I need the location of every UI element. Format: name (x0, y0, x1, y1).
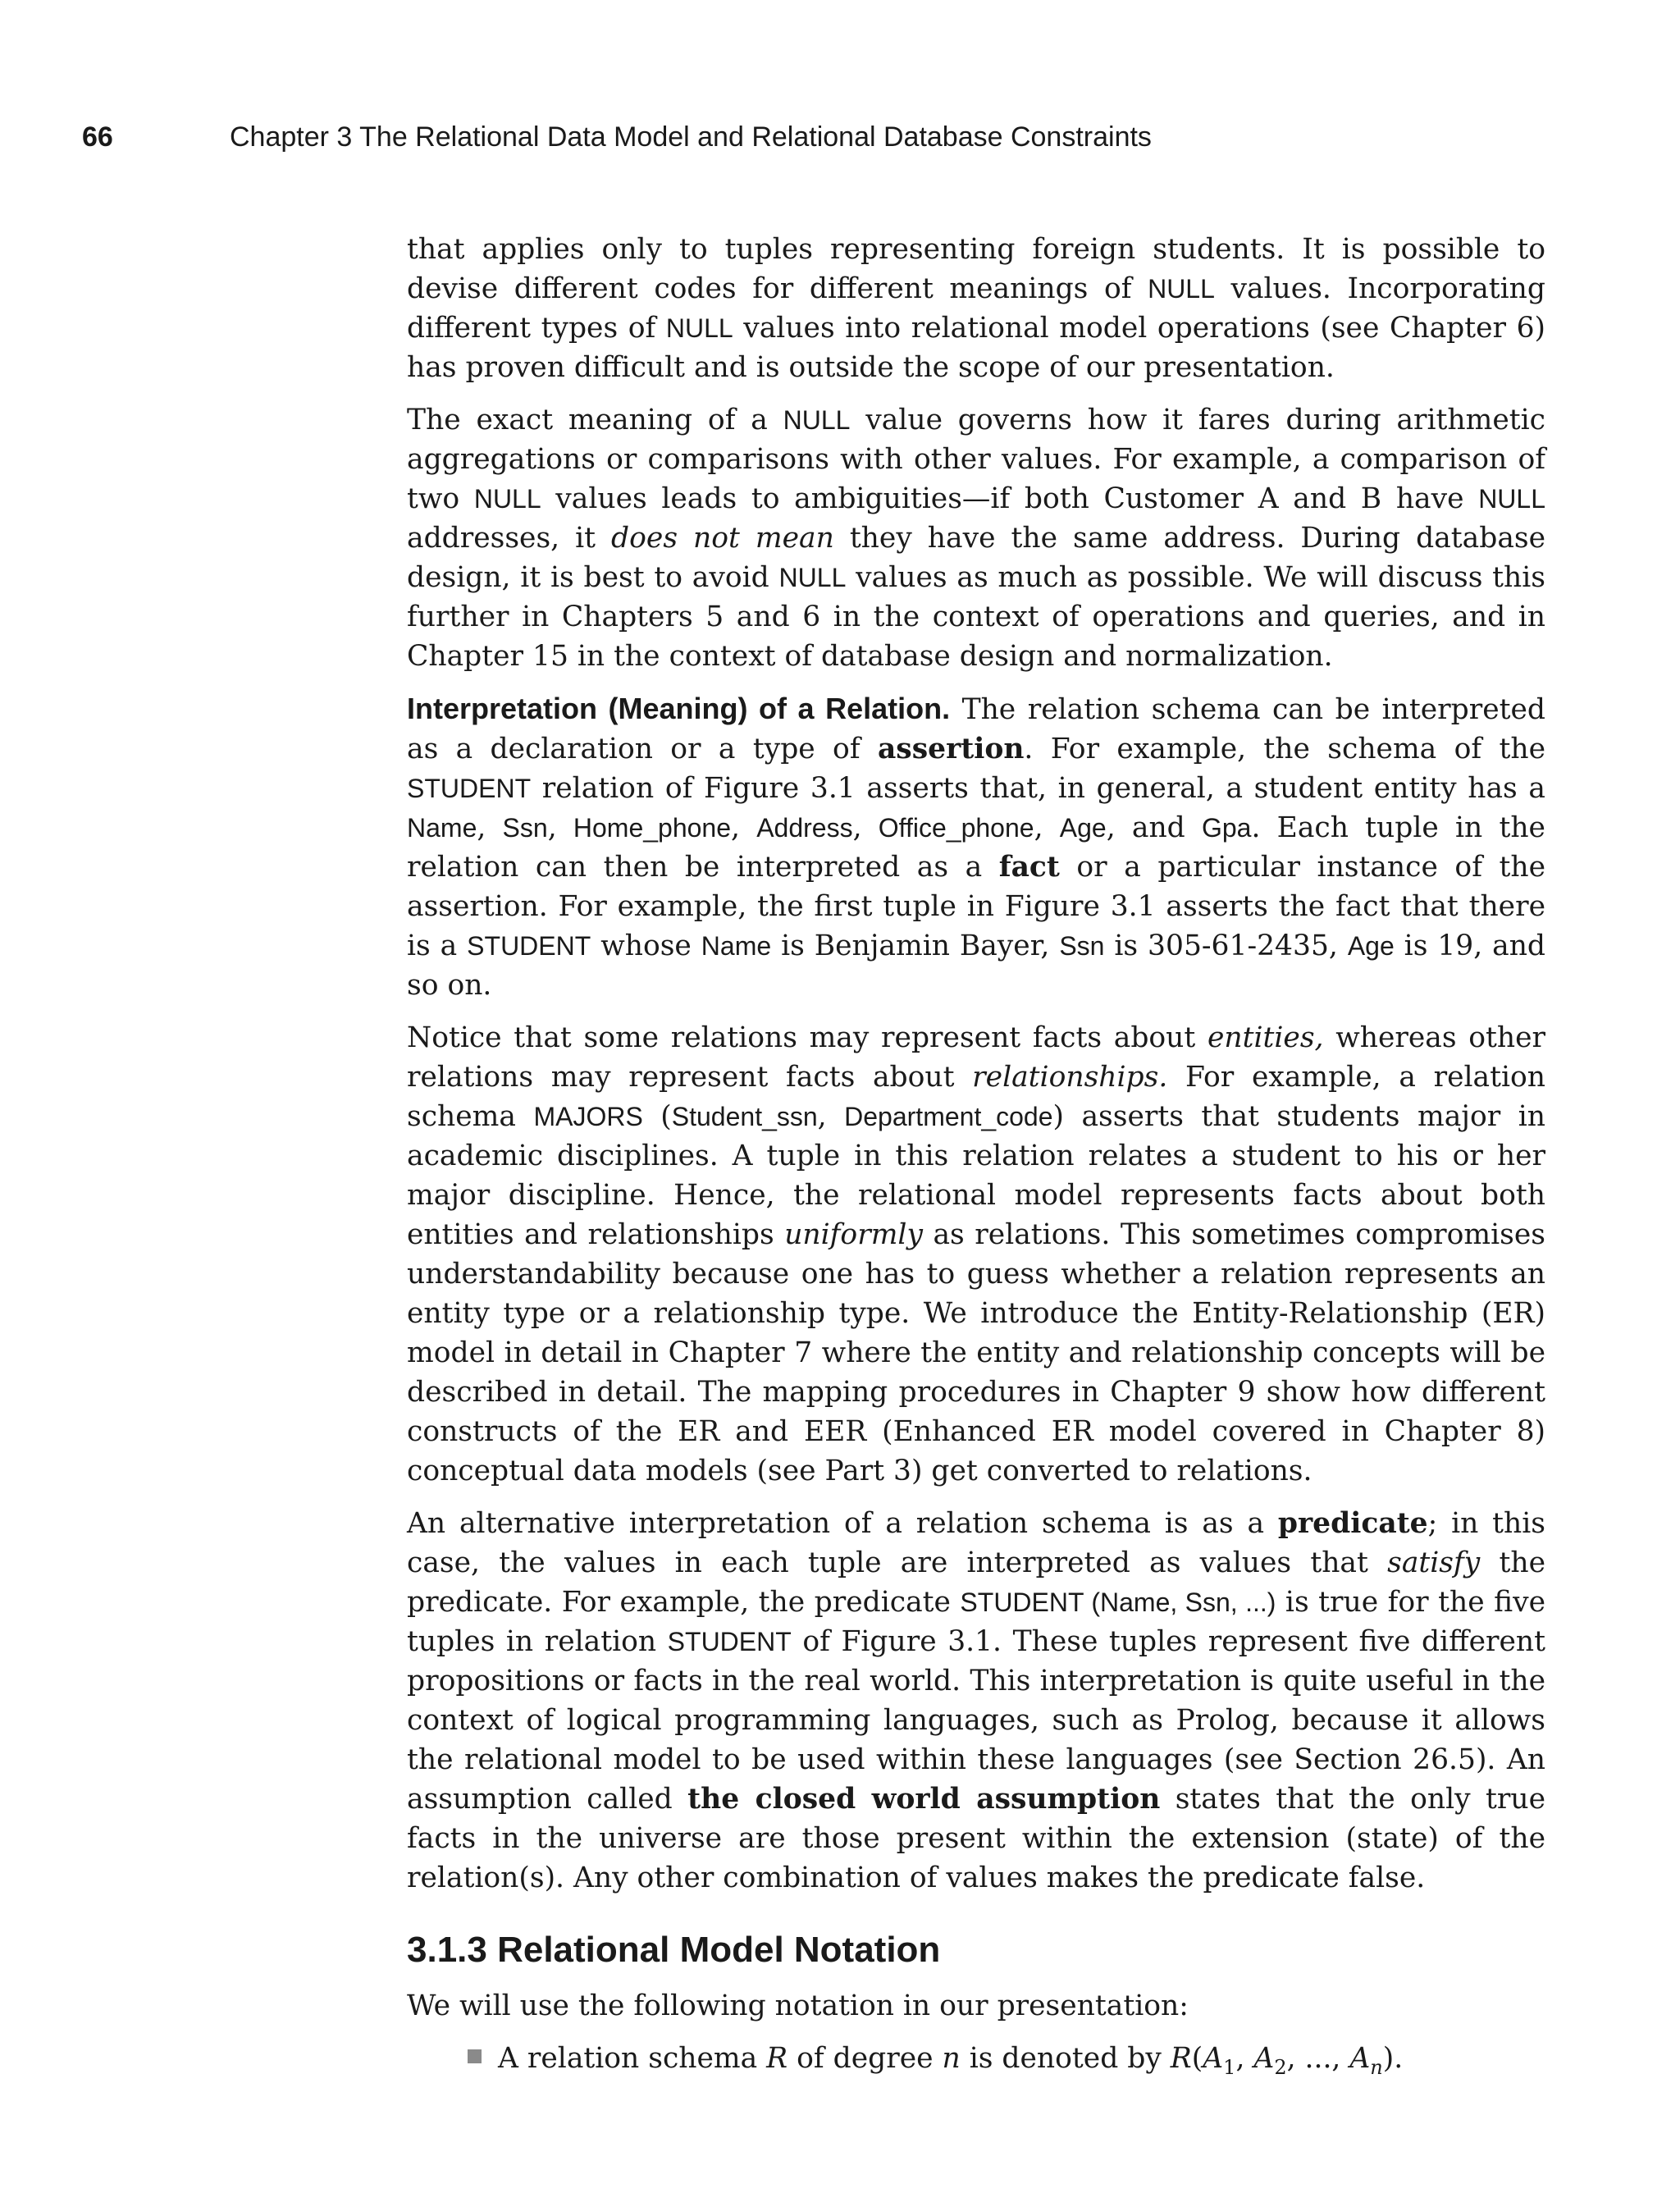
code-null: NULL (778, 563, 847, 592)
paragraph-entities-relationships: Notice that some relations may represent facts about entities, whereas other relations may represent facts about relationships. For example, a relation schema MAJORS (Student_ssn, Department_code) asserts that students major in academic disciplines. A tuple in this relation relates a student to his or her major discipline. Hence, the relational model represents facts about both entities and relationships uniformly as relations. This sometimes compromises understandability because one has to guess whether a relation represents an entity type or a relationship type. We introduce the Entity-Relationship (ER) model in detail in Chapter 7 where the entity and relationship concepts will be described in detail. The mapping procedures in Chapter 9 show how different constructs of the ER and EER (Enhanced ER model covered in Chapter 8) conceptual data models (see Part 3) get converted to relations. (407, 1021, 1546, 1487)
paragraph-notation-intro: We will use the following notation in our presentation: (407, 1990, 1189, 2022)
term-assertion: assertion (877, 733, 1025, 765)
code-null: NULL (1478, 484, 1545, 514)
code-null: NULL (1148, 274, 1215, 304)
section-heading: 3.1.3 Relational Model Notation (407, 1930, 941, 1970)
code-null: NULL (665, 313, 733, 343)
term-closed-world: the closed world assumption (687, 1783, 1161, 1816)
run-in-heading: Interpretation (Meaning) of a Relation. (407, 692, 951, 725)
term-predicate: predicate (1277, 1507, 1428, 1540)
bullet-square-icon (468, 2049, 482, 2063)
code-null: NULL (473, 484, 541, 514)
code-null: NULL (783, 405, 851, 435)
paragraph-null-codes: that applies only to tuples representing foreign students. It is possible to devise different codes for different meanings of NULL values. Incorporating different types of NULL values into relational model operations (see Chapter 6) has proven difficult and is outside the scope of our presentation. (407, 233, 1545, 384)
emphasis: does not mean (611, 522, 834, 555)
running-head: Chapter 3 The Relational Data Model and Relational Database Constraints (230, 121, 1152, 153)
page-number: 66 (82, 121, 113, 153)
bullet-item (468, 2039, 1545, 2087)
paragraph-null-meaning: The exact meaning of a NULL value governs how it fares during arithmetic aggregations or comparisons with other values. For example, a comparison of two NULL values leads to ambiguities—if both Customer A and B have NULL addresses, it does not mean they have the same address. During database design, it is best to avoid NULL values as much as possible. We will discuss this further in Chapters 5 and 6 in the context of operations and queries, and in Chapter 15 in the context of database design and normalization. (407, 404, 1546, 673)
paragraph-predicate: An alternative interpretation of a relation schema is as a predicate; in this case, the values in each tuple are interpreted as values that satisfy the predicate. For example, the predicate STUDENT (Name, Ssn, ...) is true for the five tuples in relation STUDENT of Figure 3.1. These tuples represent five different propositions or facts in the real world. This interpretation is quite useful in the context of logical programming languages, such as Prolog, because it allows the relational model to be used within these languages (see Section 26.5). An assumption called the closed world assumption states that the only true facts in the universe are those present within the extension (state) of the relation(s). Any other combination of values makes the predicate false. (407, 1507, 1546, 1894)
bullet-text: A relation schema R of degree n is denoted by $R(A_1$, $A_2$, ..., $A_n$). (498, 2042, 1404, 2079)
term-fact: fact (998, 851, 1060, 884)
paragraph-interpretation: Interpretation (Meaning) of a Relation. The relation schema can be interpreted as a declaration or a type of assertion. For example, the schema of the STUDENT relation of Figure 3.1 asserts that, in general, a student entity has a Name, Ssn, Home_phone, Address, Office_phone, Age, and Gpa. Each tuple in the relation can then be interpreted as a fact or a particular instance of the assertion. For example, the first tuple in Figure 3.1 asserts the fact that there is a STUDENT whose Name is Benjamin Bayer, Ssn is 305-61-2435, Age is 19, and so on. (407, 692, 1546, 1002)
body-text (407, 230, 1545, 2087)
